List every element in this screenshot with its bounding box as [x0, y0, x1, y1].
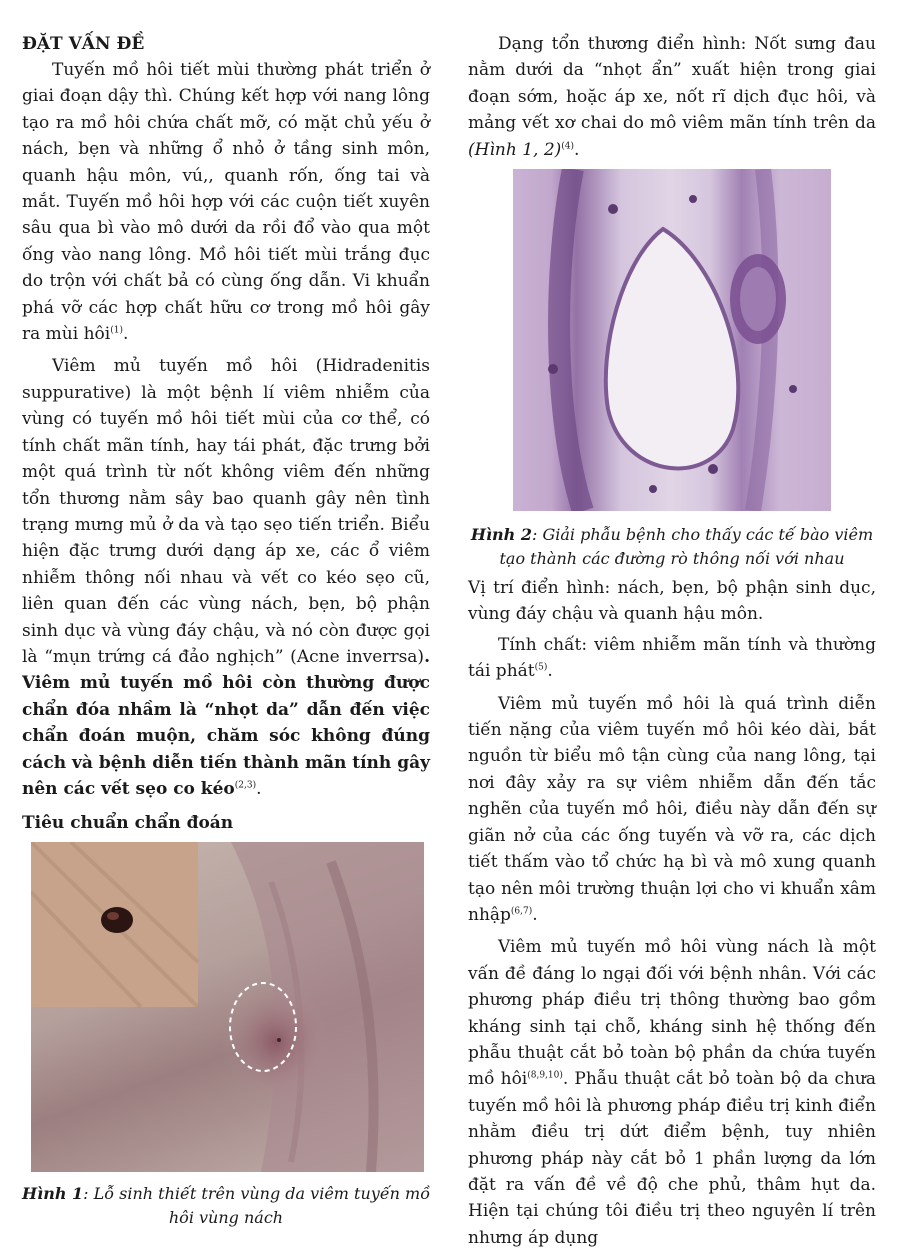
citation: (2,3)	[234, 780, 257, 791]
paragraph-location: Vị trí điển hình: nách, bẹn, bộ phận sinh dục, vùng đáy chậu và quanh hậu môn.	[468, 578, 876, 625]
figure-2-label: Hình 2	[470, 525, 533, 545]
paragraph-treatment-text: Viêm mủ tuyến mồ hôi vùng nách là một vấn đề đáng lo ngại đối với bệnh nhân. Với các phương pháp điều trị thông thường bao gồm kháng sinh tại chỗ, kháng sinh hệ thống đến phẫu thuật cắt bỏ toàn bộ phần da chứa tuyến mồ hôi	[468, 937, 876, 1090]
paragraph-pathogenesis-text: Viêm mủ tuyến mồ hôi là quá trình diễn tiến nặng của viêm tuyến mồ hôi kéo dài, bắt nguồn từ biểu mô tận cùng của nang lông, tại nơi đây xảy ra sự viêm nhiễm dẫn đến tắc nghẽn của tuyến mồ hôi, điều này dẫn đến sự giãn nở của các ống tuyến và vỡ ra, các dịch tiết thấm vào tổ chức hạ bì và mô xung quanh tạo nên môi trường thuận lợi cho vi khuẩn xâm nhập	[468, 693, 876, 925]
citation: (6,7)	[510, 906, 533, 917]
figure-1-image	[31, 842, 424, 1172]
figure-1-label: Hình 1	[22, 1184, 84, 1204]
right-column	[468, 0, 876, 1251]
citation: (5)	[534, 662, 548, 673]
biopsy-hole	[101, 907, 133, 933]
paragraph-treatment	[468, 934, 876, 1251]
figure-2-caption	[468, 523, 876, 571]
citation: (8,9,10)	[527, 1070, 563, 1081]
figure-1-caption-text: : Lỗ sinh thiết trên vùng da viêm tuyến mồ hôi vùng nách	[83, 1184, 431, 1228]
paragraph-lesion-form-text: Dạng tổn thương điển hình: Nốt sưng đau nằm dưới da “nhọt ẩn” xuất hiện trong giai đoạn sớm, hoặc áp xe, nốt rĩ dịch đục hôi, và mảng vết xơ chai do mô viêm mãn tính trên da	[468, 34, 876, 134]
subheading-diagnosis: Tiêu chuẩn chẩn đoán	[22, 813, 234, 834]
paragraph-definition: Viêm mủ tuyến mồ hôi (Hidradenitis suppurative) là một bệnh lí viêm nhiễm của vùng có tuyến mồ hôi tiết mùi của cơ thể, có tính chất mãn tính, hay tái phát, đặc trưng bởi một quá trình từ nốt không viêm đến những tổn thương nằm sây bao quanh gây nên tình trạng mưng mủ ở da và tạo sẹo tiến triển. Biểu hiện đặc trưng dưới dạng áp xe, các ổ viêm nhiễm thông nối nhau và vết co kéo sẹo cũ, liên quan đến các vùng nách, bẹn, bộ phận sinh dục và vùng đáy chậu, và nó còn được gọi là “mụn trứng cá đảo nghịch” (Acne inverrsa). Viêm mủ tuyến mồ hôi còn thường được chẩn đóa nhầm là “nhọt da” dẫn đến việc chẩn đoán muộn, chăm sóc không đúng cách và bệnh diễn tiến thành mãn tính gây nên các vết sẹo co kéo$^{(2,3)}$.	[22, 356, 430, 799]
paragraph-definition-text: Viêm mủ tuyến mồ hôi (Hidradenitis suppurative) là một bệnh lí viêm nhiễm của vùng có tuyến mồ hôi tiết mùi của cơ thể, có tính chất mãn tính, hay tái phát, đặc trưng bởi một quá trình từ nốt không viêm đến những tổn thương nằm sây bao quanh gây nên tình trạng mưng mủ ở da và tạo sẹo tiến triển. Biểu hiện đặc trưng dưới dạng áp xe, các ổ viêm nhiễm thông nối nhau và vết co kéo sẹo cũ, liên quan đến các vùng nách, bẹn, bộ phận sinh dục và vùng đáy chậu, và nó còn được gọi là “mụn trứng cá đảo nghịch” (Acne inverrsa)	[22, 356, 430, 667]
paragraph-intro-text: Tuyến mồ hôi tiết mùi thường phát triển ở giai đoạn dậy thì. Chúng kết hợp với nang lông tạo ra mồ hôi chứa chất mỡ, có mặt chủ yếu ở nách, bẹn và những ổ nhỏ ở tầng sinh môn, quanh hậu môn, vú,, quanh rốn, ống tai và mắt. Tuyến mồ hôi hợp với các cuộn tiết xuyên sâu qua bì vào mô dưới da rồi đổ vào qua một ống vào nang lông. Mồ hôi tiết mùi trắng đục do trộn với chất bả có cùng ống dẫn. Vi khuẩn phá vỡ các hợp chất hữu cơ trong mồ hôi gây ra mùi hôi	[22, 60, 430, 345]
paragraph-definition-text-2: . Viêm mủ tuyến mồ hôi còn thường được chẩn đóa nhầm là “nhọt da” dẫn đến việc chẩn đoán muộn, chăm sóc không đúng cách và bệnh diễn tiến thành mãn tính gây nên các vết sẹo co kéo	[22, 646, 430, 799]
paragraph-nature-text: Tính chất: viêm nhiễm mãn tính và thường tái phát	[468, 634, 876, 682]
left-column	[22, 0, 430, 1230]
figure-2-image	[513, 169, 831, 511]
citation: (4)	[561, 140, 575, 151]
figure-reference: (Hình 1, 2)	[468, 139, 562, 160]
paragraph-intro: Tuyến mồ hôi tiết mùi thường phát triển ở giai đoạn dậy thì. Chúng kết hợp với nang lông tạo ra mồ hôi chứa chất mỡ, có mặt chủ yếu ở nách, bẹn và những ổ nhỏ ở tầng sinh môn, quanh hậu môn, vú,, quanh rốn, ống tai và mắt. Tuyến mồ hôi hợp với các cuộn tiết xuyên sâu qua bì vào mô dưới da rồi đổ vào qua một ống vào nang lông. Mồ hôi tiết mùi trắng đục do trộn với chất bả có cùng ống dẫn. Vi khuẩn phá vỡ các hợp chất hữu cơ trong mồ hôi gây ra mùi hôi$^{(1)}$.	[22, 60, 430, 345]
citation: (1)	[110, 325, 123, 336]
figure-2-caption-text: : Giải phẫu bệnh cho thấy các tế bào viêm tạo thành các đường rò thông nối với nhau	[499, 525, 874, 569]
paragraph-lesion-form: Dạng tổn thương điển hình: Nốt sưng đau nằm dưới da “nhọt ẩn” xuất hiện trong giai đoạn sớm, hoặc áp xe, nốt rĩ dịch đục hôi, và mảng vết xơ chai do mô viêm mãn tính trên da (Hình 1, 2)$^{(4)}$.	[468, 34, 876, 160]
paragraph-pathogenesis: Viêm mủ tuyến mồ hôi là quá trình diễn tiến nặng của viêm tuyến mồ hôi kéo dài, bắt nguồn từ biểu mô tận cùng của nang lông, tại nơi đây xảy ra sự viêm nhiễm dẫn đến tắc nghẽn của tuyến mồ hôi, điều này dẫn đến sự giãn nở của các ống tuyến và vỡ ra, các dịch tiết thấm vào tổ chức hạ bì và mô xung quanh tạo nên môi trường thuận lợi cho vi khuẩn xâm nhập$^{(6,7)}$.	[468, 693, 876, 925]
figure-1-photo	[31, 842, 424, 1172]
figure-2-histology	[513, 169, 831, 511]
paragraph-nature: Tính chất: viêm nhiễm mãn tính và thường tái phát$^{(5)}$.	[468, 634, 876, 682]
paragraph-treatment-text-2: . Phẫu thuật cắt bỏ toàn bộ da chưa tuyến mồ hôi là phương pháp điều trị kinh điển nhằm điều trị dứt điểm bệnh, tuy nhiên phương pháp này cắt bỏ 1 phần lượng da lớn đặt ra vấn đề về độ che phủ, thâm hụt da. Hiện tại chúng tôi điều trị theo nguyên lí trên nhưng áp dụng	[468, 1069, 877, 1248]
section-heading: ĐẶT VẤN ĐỀ	[22, 34, 145, 54]
figure-1-caption	[22, 1182, 430, 1230]
